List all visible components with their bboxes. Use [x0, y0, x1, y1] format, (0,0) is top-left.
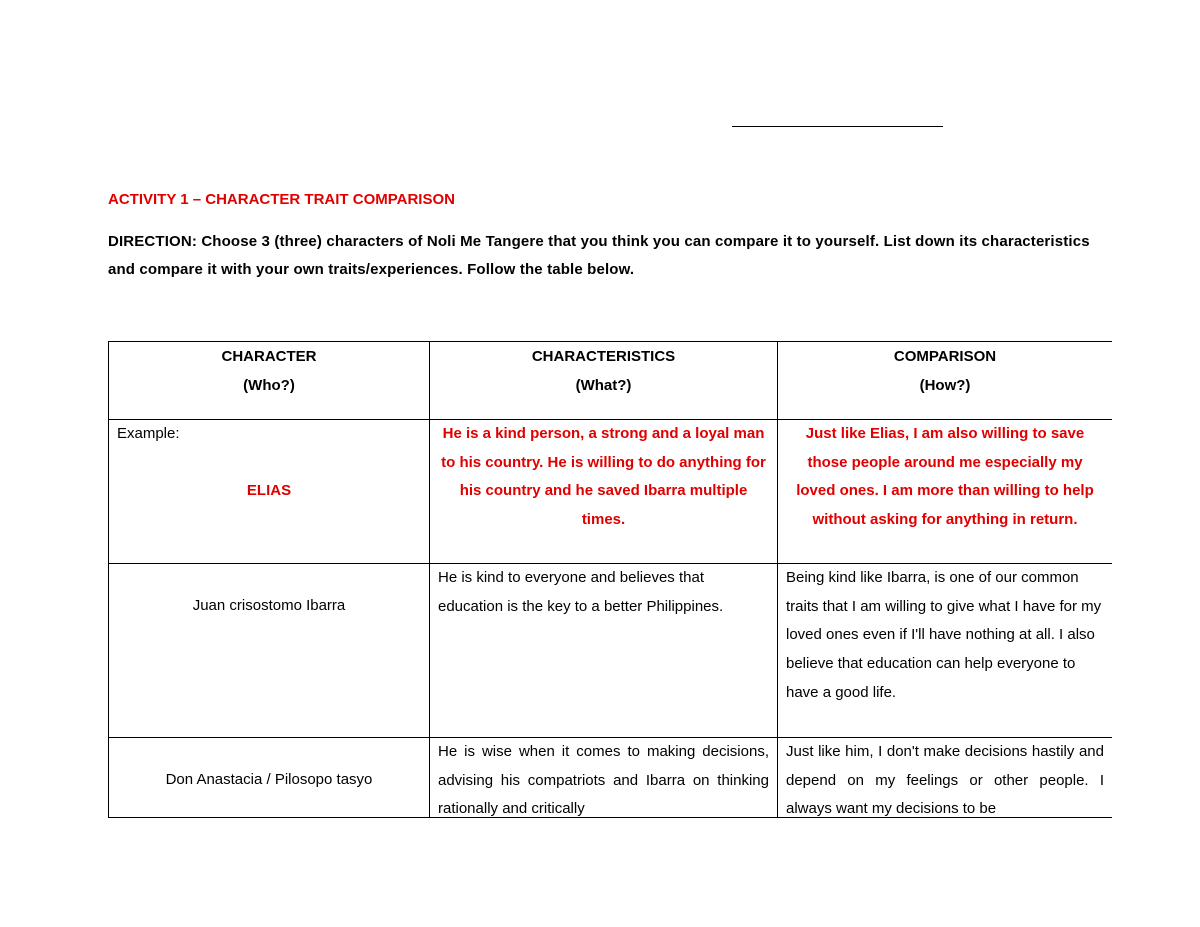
example-character-name: ELIAS — [246, 482, 292, 500]
table-row — [109, 738, 1113, 819]
header-characteristics-sub: (What?) — [575, 376, 632, 394]
header-comparison — [778, 342, 1113, 420]
example-character-cell — [109, 420, 430, 564]
characteristics-cell: He is wise when it comes to making decisions, advising his compatriots and Ibarra on thinking rationally and critically — [430, 738, 778, 819]
table-header-row — [109, 342, 1113, 420]
direction-text: DIRECTION: Choose 3 (three) characters of Noli Me Tangere that you think you can compare it to yourself. List down its characteristics and compare it with your own traits/experiences. Follow the table below. — [108, 233, 1090, 278]
table-row — [109, 564, 1113, 738]
comparison-cell: Just like him, I don't make decisions hastily and depend on my feelings or other people. I always want my decisions to be — [778, 738, 1113, 819]
example-comparison: Just like Elias, I am also willing to save those people around me especially my loved ones. I am more than willing to help without asking for anything in return. — [778, 420, 1113, 564]
table-row-example — [109, 420, 1113, 564]
comparison-cell: Being kind like Ibarra, is one of our common traits that I am willing to give what I have for my loved ones even if I'll have nothing at all. I also believe that education can help everyone to have a good life. — [778, 564, 1113, 738]
characteristics-cell: He is kind to everyone and believes that education is the key to a better Philippines. — [430, 564, 778, 738]
header-comparison-sub: (How?) — [919, 376, 971, 394]
trait-comparison-table — [108, 341, 1112, 818]
header-character-sub: (Who?) — [243, 376, 295, 394]
header-characteristics-label: CHARACTERISTICS — [531, 348, 676, 365]
character-name-cell: Don Anastacia / Pilosopo tasyo — [109, 738, 430, 819]
header-characteristics — [430, 342, 778, 420]
name-blank-line — [732, 126, 943, 127]
header-comparison-label: COMPARISON — [893, 348, 997, 365]
example-characteristics: He is a kind person, a strong and a loyal man to his country. He is willing to do anything for his country and he saved Ibarra multiple times. — [430, 420, 778, 564]
activity-title: ACTIVITY 1 – CHARACTER TRAIT COMPARISON — [108, 191, 455, 208]
header-character — [109, 342, 430, 420]
header-character-label: CHARACTER — [221, 348, 317, 365]
character-name-cell: Juan crisostomo Ibarra — [109, 564, 430, 738]
trait-comparison-table-area — [108, 341, 1112, 818]
example-label: Example: — [117, 425, 180, 442]
